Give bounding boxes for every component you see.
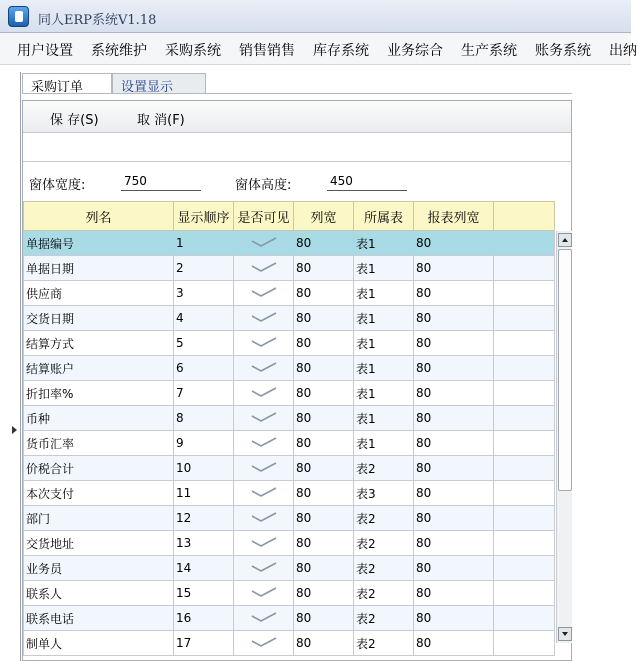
cancel-button[interactable]: 取 消(F): [137, 113, 185, 128]
table-row[interactable]: [24, 481, 555, 506]
cell-owner-table: 表1: [354, 331, 414, 356]
cell-column-width: 80: [294, 256, 354, 281]
cell-report-width: 80: [414, 231, 494, 256]
cell-visible[interactable]: [234, 506, 294, 531]
col-header-width[interactable]: 列宽: [294, 202, 354, 231]
cell-column-width: 80: [294, 531, 354, 556]
cell-column-name: 制单人: [24, 631, 174, 656]
checkmark-icon[interactable]: [251, 562, 277, 572]
table-row[interactable]: [24, 331, 555, 356]
cell-owner-table: 表1: [354, 381, 414, 406]
cell-owner-table: 表1: [354, 406, 414, 431]
table-header-row: [24, 202, 555, 231]
cell-owner-table: 表2: [354, 456, 414, 481]
save-button[interactable]: 保 存(S): [50, 113, 99, 128]
cell-display-order: 12: [174, 506, 234, 531]
window-size-fields: [23, 162, 571, 201]
blank-area: [23, 133, 571, 162]
tab-divider: [206, 93, 572, 94]
cell-extra: [494, 256, 555, 281]
height-input[interactable]: [327, 171, 407, 191]
cell-owner-table: 表2: [354, 506, 414, 531]
cell-visible[interactable]: [234, 606, 294, 631]
cell-report-width: 80: [414, 456, 494, 481]
checkmark-icon[interactable]: [251, 412, 277, 422]
cell-owner-table: 表2: [354, 631, 414, 656]
table-row[interactable]: [24, 406, 555, 431]
tab-display-settings[interactable]: 设置显示: [112, 73, 206, 94]
cell-column-name: 交货日期: [24, 306, 174, 331]
cell-column-name: 结算账户: [24, 356, 174, 381]
cell-report-width: 80: [414, 581, 494, 606]
cell-column-name: 供应商: [24, 281, 174, 306]
cell-extra: [494, 506, 555, 531]
checkmark-icon[interactable]: [251, 487, 277, 497]
table-row[interactable]: [24, 556, 555, 581]
cell-extra: [494, 356, 555, 381]
cell-column-width: 80: [294, 556, 354, 581]
cell-column-name: 币种: [24, 406, 174, 431]
cell-report-width: 80: [414, 381, 494, 406]
cell-owner-table: 表1: [354, 306, 414, 331]
checkmark-icon[interactable]: [251, 262, 277, 272]
cell-report-width: 80: [414, 281, 494, 306]
cell-display-order: 17: [174, 631, 234, 656]
checkmark-icon[interactable]: [251, 387, 277, 397]
table-row[interactable]: [24, 231, 555, 256]
cell-column-name: 货币汇率: [24, 431, 174, 456]
checkmark-icon[interactable]: [251, 437, 277, 447]
cell-report-width: 80: [414, 406, 494, 431]
left-border: [20, 72, 21, 661]
cell-display-order: 2: [174, 256, 234, 281]
checkmark-icon[interactable]: [251, 612, 277, 622]
cell-display-order: 5: [174, 331, 234, 356]
table-row[interactable]: [24, 381, 555, 406]
menu-user-settings[interactable]: 用户设置: [17, 43, 73, 59]
cell-column-width: 80: [294, 456, 354, 481]
cell-display-order: 9: [174, 431, 234, 456]
menu-sales[interactable]: 销售销售: [239, 43, 295, 59]
checkmark-icon[interactable]: [251, 512, 277, 522]
cell-column-name: 联系人: [24, 581, 174, 606]
table-row[interactable]: [24, 281, 555, 306]
menu-purchase-system[interactable]: 采购系统: [165, 43, 221, 59]
col-header-visible[interactable]: 是否可见: [234, 202, 294, 231]
menu-cashier[interactable]: 出纳: [609, 43, 637, 59]
cell-column-width: 80: [294, 356, 354, 381]
cell-visible[interactable]: [234, 231, 294, 256]
cell-visible[interactable]: [234, 456, 294, 481]
cell-column-name: 联系电话: [24, 606, 174, 631]
cell-report-width: 80: [414, 481, 494, 506]
cell-extra: [494, 306, 555, 331]
cell-extra: [494, 431, 555, 456]
cell-owner-table: 表1: [354, 356, 414, 381]
scroll-thumb[interactable]: [558, 249, 572, 491]
cell-report-width: 80: [414, 431, 494, 456]
cell-visible[interactable]: [234, 256, 294, 281]
col-header-name[interactable]: 列名: [24, 202, 174, 231]
cell-owner-table: 表1: [354, 431, 414, 456]
checkmark-icon[interactable]: [251, 537, 277, 547]
col-header-order[interactable]: 显示顺序: [174, 202, 234, 231]
table-row[interactable]: [24, 531, 555, 556]
cell-extra: [494, 481, 555, 506]
cell-display-order: 7: [174, 381, 234, 406]
cell-owner-table: 表1: [354, 256, 414, 281]
cell-column-name: 价税合计: [24, 456, 174, 481]
cell-owner-table: 表1: [354, 281, 414, 306]
cell-visible[interactable]: [234, 356, 294, 381]
cell-column-name: 单据日期: [24, 256, 174, 281]
cell-column-width: 80: [294, 631, 354, 656]
cell-extra: [494, 331, 555, 356]
cell-extra: [494, 581, 555, 606]
settings-panel: [22, 100, 572, 661]
cell-display-order: 8: [174, 406, 234, 431]
table-row[interactable]: [24, 456, 555, 481]
cell-visible[interactable]: [234, 281, 294, 306]
cell-column-width: 80: [294, 281, 354, 306]
cell-display-order: 6: [174, 356, 234, 381]
cell-report-width: 80: [414, 506, 494, 531]
cell-column-width: 80: [294, 581, 354, 606]
checkmark-icon[interactable]: [251, 337, 277, 347]
cell-display-order: 11: [174, 481, 234, 506]
menu-system-maintenance[interactable]: 系统维护: [91, 43, 147, 59]
cell-extra: [494, 606, 555, 631]
cell-visible[interactable]: [234, 581, 294, 606]
cell-column-width: 80: [294, 231, 354, 256]
cell-extra: [494, 456, 555, 481]
cell-owner-table: 表2: [354, 581, 414, 606]
vertical-scrollbar[interactable]: [556, 231, 572, 643]
col-header-report-width[interactable]: 报表列宽: [414, 202, 494, 231]
menu-business-overview[interactable]: 业务综合: [387, 43, 443, 59]
cell-report-width: 80: [414, 531, 494, 556]
cell-column-width: 80: [294, 306, 354, 331]
cell-column-width: 80: [294, 606, 354, 631]
cell-column-name: 结算方式: [24, 331, 174, 356]
cell-report-width: 80: [414, 256, 494, 281]
window-title: 同人ERP系统V1.18: [38, 13, 157, 28]
cell-visible[interactable]: [234, 431, 294, 456]
table-row[interactable]: [24, 256, 555, 281]
cell-visible[interactable]: [234, 406, 294, 431]
cell-column-name: 部门: [24, 506, 174, 531]
cell-column-name: 业务员: [24, 556, 174, 581]
cell-extra: [494, 231, 555, 256]
cell-visible[interactable]: [234, 381, 294, 406]
cell-extra: [494, 531, 555, 556]
menu-accounting-system[interactable]: 账务系统: [535, 43, 591, 59]
menu-production-system[interactable]: 生产系统: [461, 43, 517, 59]
cell-report-width: 80: [414, 631, 494, 656]
checkmark-icon[interactable]: [251, 637, 277, 647]
width-input[interactable]: [121, 171, 201, 191]
cell-owner-table: 表3: [354, 481, 414, 506]
scroll-up-icon[interactable]: [558, 233, 572, 247]
cell-display-order: 3: [174, 281, 234, 306]
cell-display-order: 4: [174, 306, 234, 331]
cell-report-width: 80: [414, 556, 494, 581]
cell-column-width: 80: [294, 431, 354, 456]
cell-extra: [494, 406, 555, 431]
scroll-down-icon[interactable]: [558, 627, 572, 641]
cell-column-width: 80: [294, 506, 354, 531]
col-header-table[interactable]: 所属表: [354, 202, 414, 231]
col-header-extra: [494, 202, 555, 231]
cell-extra: [494, 556, 555, 581]
cell-column-width: 80: [294, 331, 354, 356]
cell-extra: [494, 381, 555, 406]
table-row[interactable]: [24, 631, 555, 656]
cell-column-width: 80: [294, 381, 354, 406]
table-row[interactable]: [24, 581, 555, 606]
cell-visible[interactable]: [234, 331, 294, 356]
menu-bar: [0, 33, 637, 65]
cell-visible[interactable]: [234, 631, 294, 656]
cell-column-width: 80: [294, 406, 354, 431]
tab-purchase-order[interactable]: 采购订单: [22, 73, 112, 94]
cell-owner-table: 表2: [354, 531, 414, 556]
table-row[interactable]: [24, 306, 555, 331]
table-row[interactable]: [24, 431, 555, 456]
toolbar: [23, 101, 571, 133]
checkmark-icon[interactable]: [251, 312, 277, 322]
table-row[interactable]: [24, 356, 555, 381]
cell-column-name: 单据编号: [24, 231, 174, 256]
menu-inventory-system[interactable]: 库存系统: [313, 43, 369, 59]
cell-report-width: 80: [414, 356, 494, 381]
checkmark-icon[interactable]: [251, 287, 277, 297]
table-row[interactable]: [24, 606, 555, 631]
cell-display-order: 10: [174, 456, 234, 481]
cell-column-name: 交货地址: [24, 531, 174, 556]
title-bar: [0, 0, 631, 33]
cell-extra: [494, 281, 555, 306]
cell-report-width: 80: [414, 331, 494, 356]
cell-column-name: 折扣率%: [24, 381, 174, 406]
cell-visible[interactable]: [234, 306, 294, 331]
app-icon: [8, 6, 29, 27]
cell-extra: [494, 631, 555, 656]
collapse-arrow-icon[interactable]: [12, 426, 17, 434]
cell-column-width: 80: [294, 481, 354, 506]
table-row[interactable]: [24, 506, 555, 531]
width-label: 窗体宽度:: [29, 178, 86, 193]
cell-visible[interactable]: [234, 556, 294, 581]
cell-report-width: 80: [414, 606, 494, 631]
column-settings-table: [23, 201, 555, 656]
cell-report-width: 80: [414, 306, 494, 331]
cell-visible[interactable]: [234, 481, 294, 506]
height-label: 窗体高度:: [235, 178, 292, 193]
checkmark-icon[interactable]: [251, 462, 277, 472]
cell-column-name: 本次支付: [24, 481, 174, 506]
cell-display-order: 16: [174, 606, 234, 631]
cell-owner-table: 表1: [354, 231, 414, 256]
cell-display-order: 15: [174, 581, 234, 606]
checkmark-icon[interactable]: [251, 237, 277, 247]
cell-visible[interactable]: [234, 531, 294, 556]
cell-display-order: 1: [174, 231, 234, 256]
cell-owner-table: 表2: [354, 606, 414, 631]
cell-owner-table: 表2: [354, 556, 414, 581]
cell-display-order: 13: [174, 531, 234, 556]
cell-display-order: 14: [174, 556, 234, 581]
checkmark-icon[interactable]: [251, 362, 277, 372]
checkmark-icon[interactable]: [251, 587, 277, 597]
